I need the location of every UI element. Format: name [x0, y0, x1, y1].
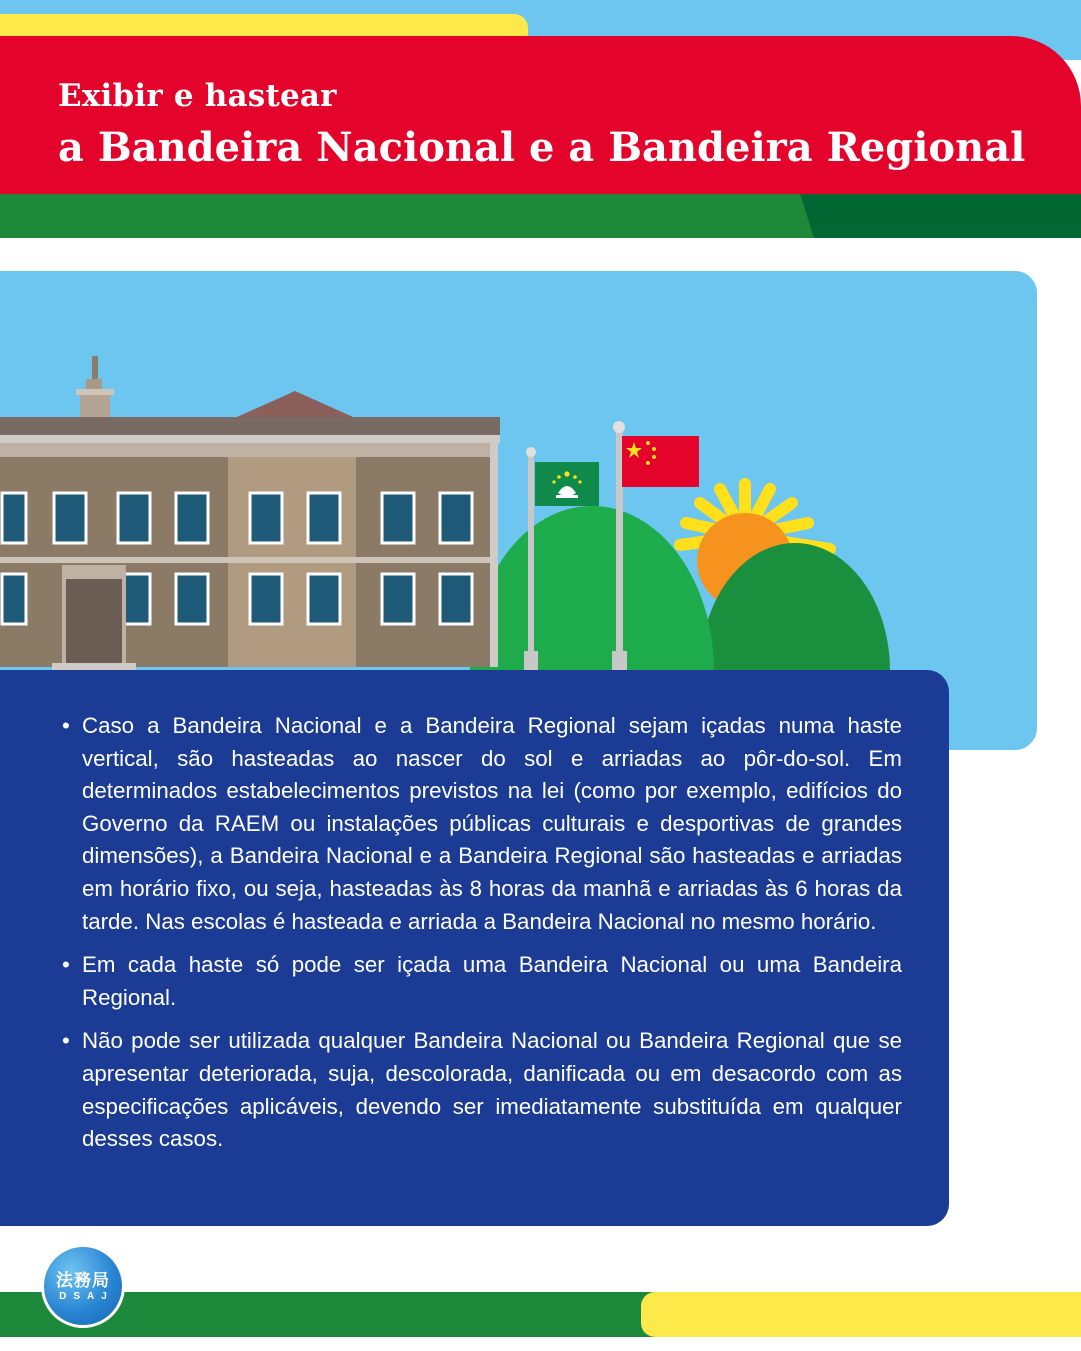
list-item: • Caso a Bandeira Nacional e a Bandeira Regional sejam içadas numa haste vertical, são hasteadas ao nascer do sol e arriadas ao pôr-do-sol. Em determinados estabelecimentos previstos na lei (como por exemplo, edifícios do Governo da RAEM ou instalações públicas culturais e desportivas de grandes dimensões), a Bandeira Nacional e a Bandeira Regional são hasteadas e arriadas em horário fixo, ou seja, hasteadas às 8 horas da manhã e arriadas às 6 horas da tarde. Nas escolas é hasteada e arriada a Bandeira Nacional no mesmo horário.	[62, 710, 902, 938]
page-subtitle: Exibir e hastear	[58, 78, 337, 114]
footer-yellow-band	[641, 1292, 1081, 1337]
logo-chinese-text: 法務局	[56, 1271, 110, 1291]
dsaj-logo	[44, 1247, 122, 1325]
list-item: • Não pode ser utilizada qualquer Bandeira Nacional ou Bandeira Regional que se apresentar deteriorada, suja, descolorada, danificada ou em desacordo com as especificações aplicáveis, devendo ser imediatamente substituída em qualquer desses casos.	[62, 1025, 902, 1155]
macau-flag-icon	[535, 462, 599, 506]
list-item: • Em cada haste só pode ser içada uma Bandeira Nacional ou uma Bandeira Regional.	[62, 949, 902, 1014]
rules-panel	[0, 670, 949, 1226]
page-title: a Bandeira Nacional e a Bandeira Regional	[58, 124, 1026, 171]
header-dark-green-band	[800, 194, 1081, 238]
logo-abbrev-text: DSAJ	[59, 1291, 114, 1302]
rules-list	[0, 670, 949, 1156]
china-flag-icon	[622, 436, 699, 487]
building-icon	[0, 356, 500, 675]
header-banner	[0, 36, 1081, 196]
